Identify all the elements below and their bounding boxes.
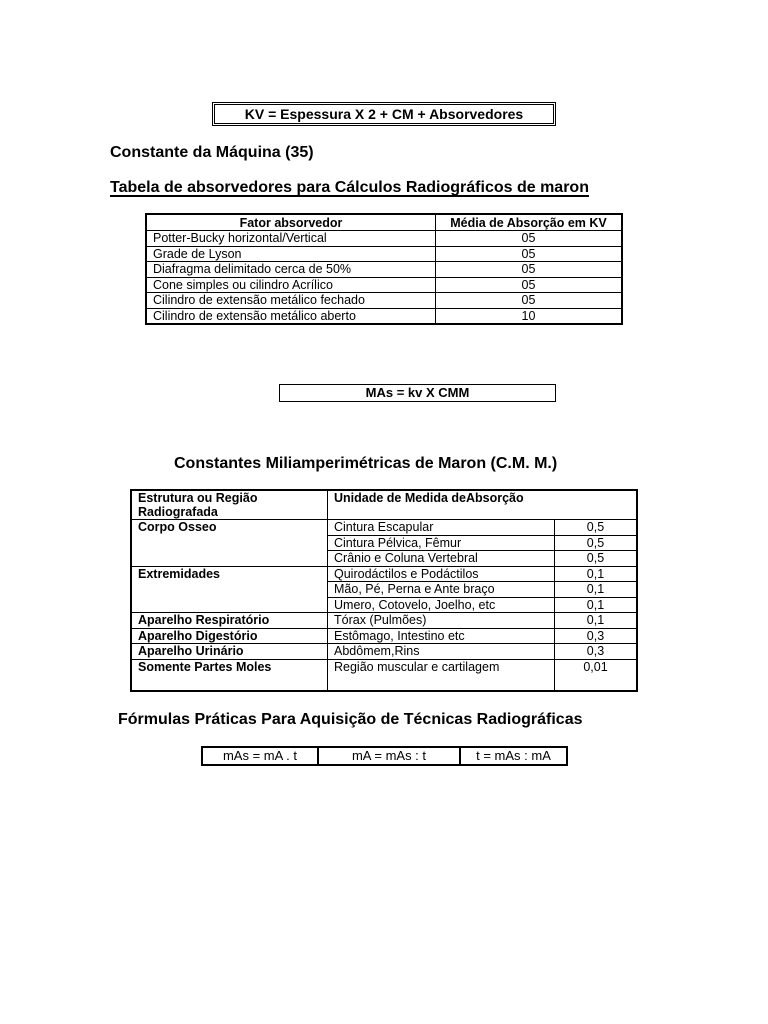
valor-cell: 0,1 [555,613,638,629]
unidade-cell: Cintura Pélvica, Fêmur [328,535,555,551]
valor-cell: 0,1 [555,566,638,582]
table-row [131,582,637,598]
table-header-row [146,214,622,231]
valor-cell: 0,01 [555,659,638,691]
estrutura-cell: Aparelho Respiratório [131,613,328,629]
header-unidade: Unidade de Medida deAbsorção [328,490,638,520]
unidade-cell: Estômago, Intestino etc [328,628,555,644]
table-row [146,246,622,262]
unidade-cell: Mão, Pé, Perna e Ante braço [328,582,555,598]
kv-formula: KV = Espessura X 2 + CM + Absorvedores [244,106,524,122]
header-media: Média de Absorção em KV [436,214,623,231]
estrutura-cell: Extremidades [131,566,328,582]
unidade-cell: Cintura Escapular [328,520,555,536]
table-row [146,262,622,278]
table-row [131,659,637,691]
fator-cell: Diafragma delimitado cerca de 50% [146,262,436,278]
estrutura-cell: Corpo Osseo [131,520,328,536]
table-row [131,613,637,629]
estrutura-cell [131,535,328,551]
unidade-cell: Quirodáctilos e Podáctilos [328,566,555,582]
table-row [146,277,622,293]
valor-cell: 0,1 [555,597,638,613]
table-row [131,644,637,660]
unidade-cell: Crânio e Coluna Vertebral [328,551,555,567]
table-row [146,231,622,247]
unidade-cell: Abdômem,Rins [328,644,555,660]
formula-t: t = mAs : mA [460,747,567,765]
valor-cell: 0,5 [555,551,638,567]
constante-heading: Constante da Máquina (35) [110,144,314,161]
valor-cell: 0,5 [555,520,638,536]
table-row [131,535,637,551]
media-cell: 05 [436,277,623,293]
unidade-cell: Umero, Cotovelo, Joelho, etc [328,597,555,613]
formula-ma: mA = mAs : t [318,747,460,765]
table-row [131,628,637,644]
table-row [131,551,637,567]
estrutura-cell: Aparelho Digestório [131,628,328,644]
table-header-row [131,490,637,520]
valor-cell: 0,1 [555,582,638,598]
cmm-title: Constantes Miliamperimétricas de Maron (C.M. M.) [174,455,558,472]
unidade-cell: Região muscular e cartilagem [328,659,555,691]
fator-cell: Grade de Lyson [146,246,436,262]
estrutura-cell: Somente Partes Moles [131,659,328,691]
table-row [146,308,622,324]
media-cell: 05 [436,246,623,262]
header-fator: Fator absorvedor [146,214,436,231]
table-row [131,520,637,536]
formulas-table [201,746,568,766]
formula-mas: mAs = mA . t [202,747,318,765]
unidade-cell: Tórax (Pulmões) [328,613,555,629]
absorvedores-table [145,213,623,325]
fator-cell: Potter-Bucky horizontal/Vertical [146,231,436,247]
estrutura-cell [131,582,328,598]
valor-cell: 0,5 [555,535,638,551]
cmm-table [130,489,638,692]
fator-cell: Cilindro de extensão metálico fechado [146,293,436,309]
media-cell: 05 [436,231,623,247]
estrutura-cell [131,551,328,567]
kv-formula-box [214,104,554,124]
fator-cell: Cone simples ou cilindro Acrílico [146,277,436,293]
table-row [131,566,637,582]
media-cell: 05 [436,293,623,309]
header-estrutura: Estrutura ou Região Radiografada [131,490,328,520]
mas-formula: MAs = kv X CMM [365,385,470,400]
formulas-title: Fórmulas Práticas Para Aquisição de Técnicas Radiográficas [118,711,583,728]
table-row [202,747,567,765]
valor-cell: 0,3 [555,644,638,660]
media-cell: 05 [436,262,623,278]
table-row [146,293,622,309]
media-cell: 10 [436,308,623,324]
fator-cell: Cilindro de extensão metálico aberto [146,308,436,324]
table-row [131,597,637,613]
valor-cell: 0,3 [555,628,638,644]
estrutura-cell [131,597,328,613]
mas-formula-box [279,384,556,402]
tabela-absorvedores-title: Tabela de absorvedores para Cálculos Radiográficos de maron [110,179,589,196]
estrutura-cell: Aparelho Urinário [131,644,328,660]
